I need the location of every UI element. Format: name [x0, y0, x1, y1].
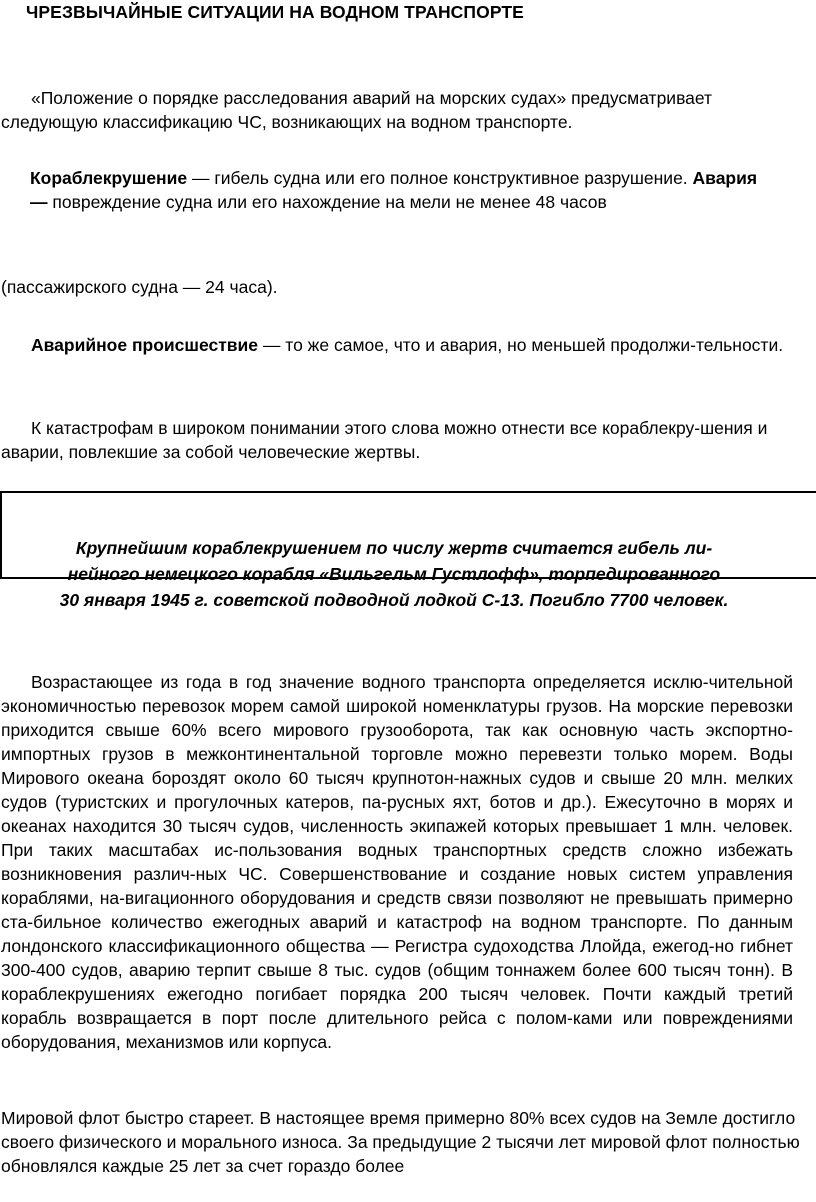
incident-term: Аварийное происшествие	[31, 335, 259, 355]
accident-note: (пассажирского судна — 24 часа).	[1, 277, 278, 297]
final-paragraph: Мировой флот быстро стареет. В настоящее время примерно 80% всех судов на Земле достигло своего физического и морального износа. За предыдущие 2 тысячи лет мировой флот полностью обновлялся каждые 25 лет за счет гораздо более	[1, 1108, 800, 1176]
callout-line-3: 30 января 1945 г. советской подводной лодкой С-13. Погибло 7700 человек.	[59, 590, 729, 610]
callout-text	[10, 535, 778, 613]
incident-paragraph	[1, 333, 801, 357]
callout-line-2: нейного немецкого корабля «Вильгельм Густлофф», торпедированного	[67, 564, 721, 584]
main-paragraph: Возрастающее из года в год значение водного транспорта определяется исклю-чительной экономичностью перевозок морем самой широкой номенклатуры грузов. На морские перевозки приходится свыше 60% всего мирового грузооборота, так как основную часть экспортно-импортных грузов в межконтинентальной торговле можно перевезти только морем. Воды Мирового океана бороздят около 60 тысяч крупнотон-нажных судов и свыше 20 млн. мелких судов (туристских и прогулочных катеров, па-русных яхт, ботов и др.). Ежесуточно в морях и океанах находится 30 тысяч судов, численность экипажей которых превышает 1 млн. человек. При таких масштабах ис-пользования водных транспортных средств сложно избежать возникновения различ-ных ЧС. Совершенствование и создание новых систем управления кораблями, на-вигационного оборудования и средств связи позволяют не превышать примерно ста-бильное количество ежегодных аварий и катастроф на водном транспорте. По данным лондонского классификационного общества — Регистра судоходства Ллойда, ежегод-но гибнет 300-400 судов, аварию терпит свыше 8 тыс. судов (общим тоннажем более 600 тысяч тонн). В кораблекрушениях ежегодно погибает порядка 200 тысяч человек. Почти каждый третий корабль возвращается в порт после длительного рейса с полом-ками или повреждениями оборудования, механизмов или корпуса.	[1, 672, 793, 1052]
document-title: ЧРЕЗВЫЧАЙНЫЕ СИТУАЦИИ НА ВОДНОМ ТРАНСПОРТЕ	[26, 2, 524, 22]
intro-paragraph: «Положение о порядке расследования аварий на морских судах» предусматривает следующую классификацию ЧС, возникающих на водном транспорте.	[1, 88, 713, 132]
accident-term: Авария —	[30, 168, 758, 212]
catastrophe-paragraph: К катастрофам в широком понимании этого слова можно отнести все кораблекру-шения и аварии, повлекшие за собой человеческие жертвы.	[1, 418, 768, 462]
callout-line-1: Крупнейшим кораблекрушением по числу жертв считается гибель ли-	[75, 538, 713, 558]
definitions-paragraph	[30, 166, 770, 214]
shipwreck-definition: — гибель судна или его полное конструктивное разрушение.	[187, 168, 693, 188]
shipwreck-term: Кораблекрушение	[30, 168, 188, 188]
incident-definition: — то же самое, что и авария, но меньшей продолжи-тельности.	[258, 335, 784, 355]
accident-definition: повреждение судна или его нахождение на мели не менее 48 часов	[47, 192, 607, 212]
